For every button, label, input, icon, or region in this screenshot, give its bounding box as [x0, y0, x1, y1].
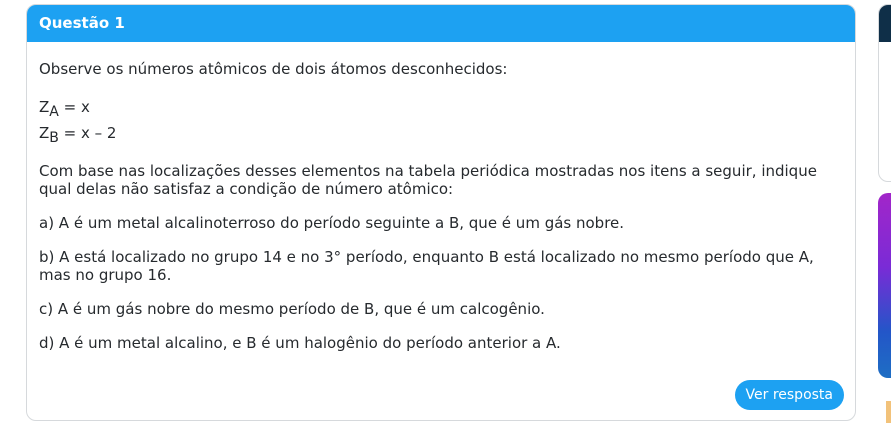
- formula-a: [39, 94, 843, 120]
- question-intro: Observe os números atômicos de dois átomos desconhecidos:: [39, 60, 508, 78]
- formula-a-rhs: = x: [58, 98, 90, 116]
- option-c: c) A é um gás nobre do mesmo período de B, que é um calcogênio.: [39, 300, 545, 318]
- side-card-partial: [878, 4, 891, 182]
- option-a: a) A é um metal alcalinoterroso do período seguinte a B, que é um gás nobre.: [39, 214, 625, 232]
- formula-b: [39, 120, 843, 146]
- formula-b-subscript: B: [49, 130, 59, 146]
- side-banner-partial[interactable]: [878, 193, 891, 378]
- side-card-header: [879, 5, 891, 42]
- question-title: Questão 1: [27, 5, 855, 42]
- question-prompt: Com base nas localizações desses elementos na tabela periódica mostradas nos itens a seguir, indique qual delas não satisfaz a condição de número atômico:: [39, 162, 817, 198]
- question-card: [26, 4, 856, 421]
- side-accent-partial: [886, 401, 891, 423]
- formula-block: [39, 94, 843, 146]
- option-d: d) A é um metal alcalino, e B é um halogênio do período anterior a A.: [39, 334, 561, 352]
- formula-b-base: Z: [39, 124, 50, 142]
- option-b: b) A está localizado no grupo 14 e no 3° período, enquanto B está localizado no mesmo período que A, mas no grupo 16.: [39, 248, 814, 284]
- formula-a-subscript: A: [49, 104, 59, 120]
- formula-b-rhs: = x – 2: [58, 124, 117, 142]
- question-body: [27, 42, 855, 352]
- formula-a-base: Z: [39, 98, 50, 116]
- show-answer-button[interactable]: Ver resposta: [735, 380, 844, 410]
